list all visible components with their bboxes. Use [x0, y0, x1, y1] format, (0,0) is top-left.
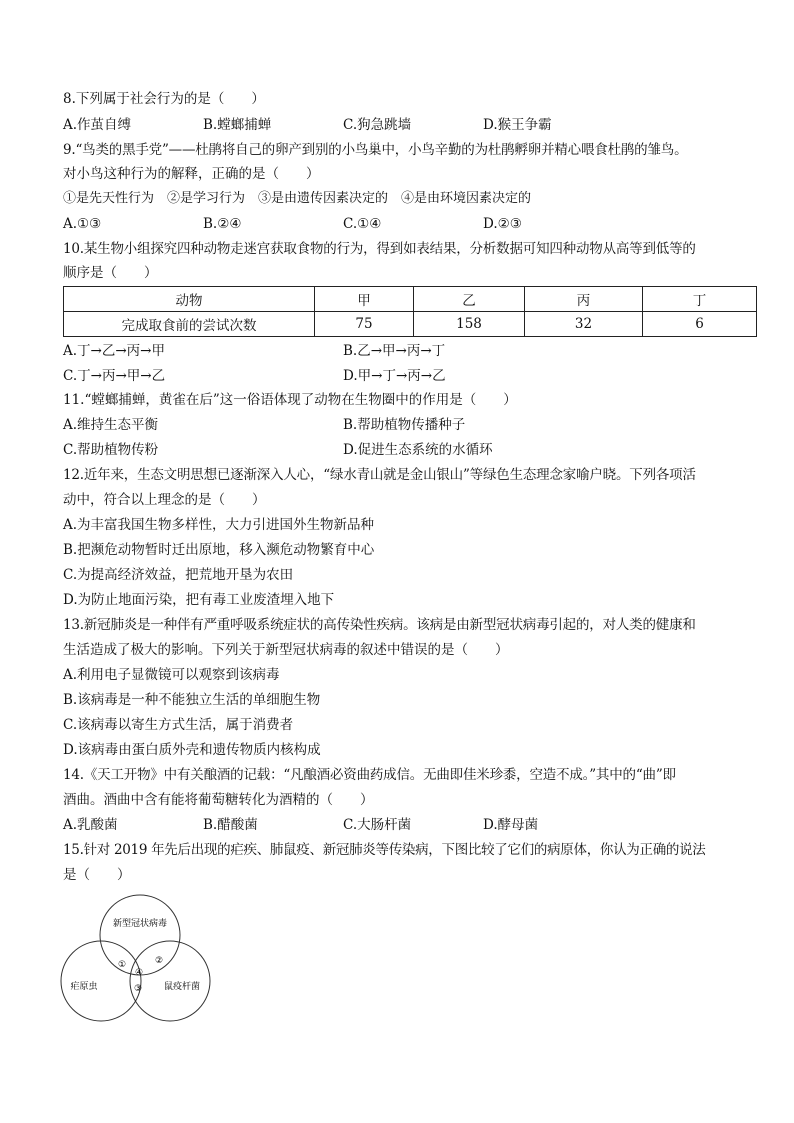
q14-stem-line1: 14.《天工开物》中有关酿酒的记载：“凡酿酒必资曲药成信。无曲即佳米珍黍，空造不成。”其中的“曲”即	[63, 767, 676, 783]
q8-option-d: D.猴王争霸	[483, 117, 552, 133]
q10-stem-line2: 顺序是（ ）	[63, 265, 158, 281]
venn-circle-plasmodium	[61, 941, 144, 1021]
table-cell: 丁	[643, 287, 757, 312]
table-row	[64, 312, 757, 337]
venn-region-1: ①	[117, 960, 127, 970]
table-cell: 动物	[64, 287, 315, 312]
q11-option-b: B.帮助植物传播种子	[343, 417, 466, 433]
q10-data-table	[63, 286, 757, 337]
q9-statements: ①是先天性行为 ②是学习行为 ③是由遗传因素决定的 ④是由环境因素决定的	[63, 191, 532, 206]
q9-stem-line2: 对小鸟这种行为的解释，正确的是（ ）	[63, 166, 320, 182]
q12-option-b: B.把濒危动物暂时迁出原地，移入濒危动物繁育中心	[63, 542, 375, 558]
q14-stem-line2: 酒曲。酒曲中含有能将葡萄糖转化为酒精的（ ）	[63, 792, 374, 808]
q8-stem: 8.下列属于社会行为的是（ ）	[63, 91, 265, 107]
q12-option-d: D.为防止地面污染，把有毒工业废渣埋入地下	[63, 592, 335, 608]
table-cell: 75	[315, 312, 414, 337]
q10-option-a: A.丁→乙→丙→甲	[63, 343, 165, 359]
table-cell: 32	[525, 312, 643, 337]
q15-stem-line2: 是（ ）	[63, 867, 131, 883]
q13-option-a: A.利用电子显微镜可以观察到该病毒	[63, 667, 280, 683]
q11-option-a: A.维持生态平衡	[63, 417, 159, 433]
q10-option-b: B.乙→甲→丙→丁	[343, 343, 446, 359]
table-cell: 乙	[414, 287, 525, 312]
venn-region-2: ②	[154, 956, 164, 966]
venn-label-plasmodium: 疟原虫	[70, 982, 98, 992]
q13-option-d: D.该病毒由蛋白质外壳和遗传物质内核构成	[63, 742, 321, 758]
table-header-row	[64, 287, 757, 312]
q14-option-a: A.乳酸菌	[63, 817, 118, 833]
table-cell: 158	[414, 312, 525, 337]
q13-stem-line1: 13.新冠肺炎是一种伴有严重呼吸系统症状的高传染性疾病。该病是由新型冠状病毒引起的，对人类的健康和	[63, 617, 696, 633]
q9-stem-line1: 9.“鸟类的黑手党”——杜鹃将自己的卵产到别的小鸟巢中，小鸟辛勤的为杜鹃孵卵并精心喂食杜鹃的雏鸟。	[63, 142, 688, 158]
venn-region-4: ④	[134, 968, 144, 978]
q12-stem-line2: 动中，符合以上理念的是（ ）	[63, 492, 266, 508]
q8-option-c: C.狗急跳墙	[343, 117, 412, 133]
q14-option-d: D.酵母菌	[483, 817, 539, 833]
venn-region-3: ③	[133, 984, 143, 994]
q8-option-a: A.作茧自缚	[63, 117, 132, 133]
table-cell: 甲	[315, 287, 414, 312]
q10-option-c: C.丁→丙→甲→乙	[63, 368, 166, 384]
venn-circle-plague-bacillus	[130, 941, 210, 1021]
table-cell: 丙	[525, 287, 643, 312]
venn-label-coronavirus: 新型冠状病毒	[112, 919, 168, 929]
q14-option-c: C.大肠杆菌	[343, 817, 412, 833]
venn-circle-coronavirus	[100, 895, 180, 975]
q9-option-b: B.②④	[203, 216, 242, 232]
q9-option-d: D.②③	[483, 216, 522, 232]
q15-stem-line1: 15.针对 2019 年先后出现的疟疾、肺鼠疫、新冠肺炎等传染病，下图比较了它们的病原体，你认为正确的说法	[63, 842, 706, 858]
table-cell: 6	[643, 312, 757, 337]
q13-stem-line2: 生活造成了极大的影响。下列关于新型冠状病毒的叙述中错误的是（ ）	[63, 642, 509, 658]
q13-option-c: C.该病毒以寄生方式生活，属于消费者	[63, 717, 294, 733]
q12-option-a: A.为丰富我国生物多样性，大力引进国外生物新品种	[63, 517, 375, 533]
q8-option-b: B.螳螂捕蝉	[203, 117, 272, 133]
q12-stem-line1: 12.近年来，生态文明思想已逐渐深入人心，“绿水青山就是金山银山”等绿色生态理念家喻户晓。下列各项活	[63, 467, 696, 483]
q10-option-d: D.甲→丁→丙→乙	[343, 368, 446, 384]
venn-label-plague-bacillus: 鼠疫杆菌	[163, 982, 201, 992]
q14-option-b: B.醋酸菌	[203, 817, 258, 833]
q11-stem: 11.“螳螂捕蝉，黄雀在后”这一俗语体现了动物在生物圈中的作用是（ ）	[63, 392, 517, 408]
q13-option-b: B.该病毒是一种不能独立生活的单细胞生物	[63, 692, 321, 708]
table-cell: 完成取食前的尝试次数	[64, 312, 315, 337]
q12-option-c: C.为提高经济效益，把荒地开垦为农田	[63, 567, 294, 583]
pathogen-venn-diagram	[60, 893, 220, 1023]
q11-option-c: C.帮助植物传粉	[63, 442, 159, 458]
q9-option-a: A.①③	[63, 216, 102, 232]
q10-stem-line1: 10.某生物小组探究四种动物走迷宫获取食物的行为，得到如表结果，分析数据可知四种动物从高等到低等的	[63, 241, 696, 257]
q11-option-d: D.促进生态系统的水循环	[343, 442, 493, 458]
q9-option-c: C.①④	[343, 216, 382, 232]
